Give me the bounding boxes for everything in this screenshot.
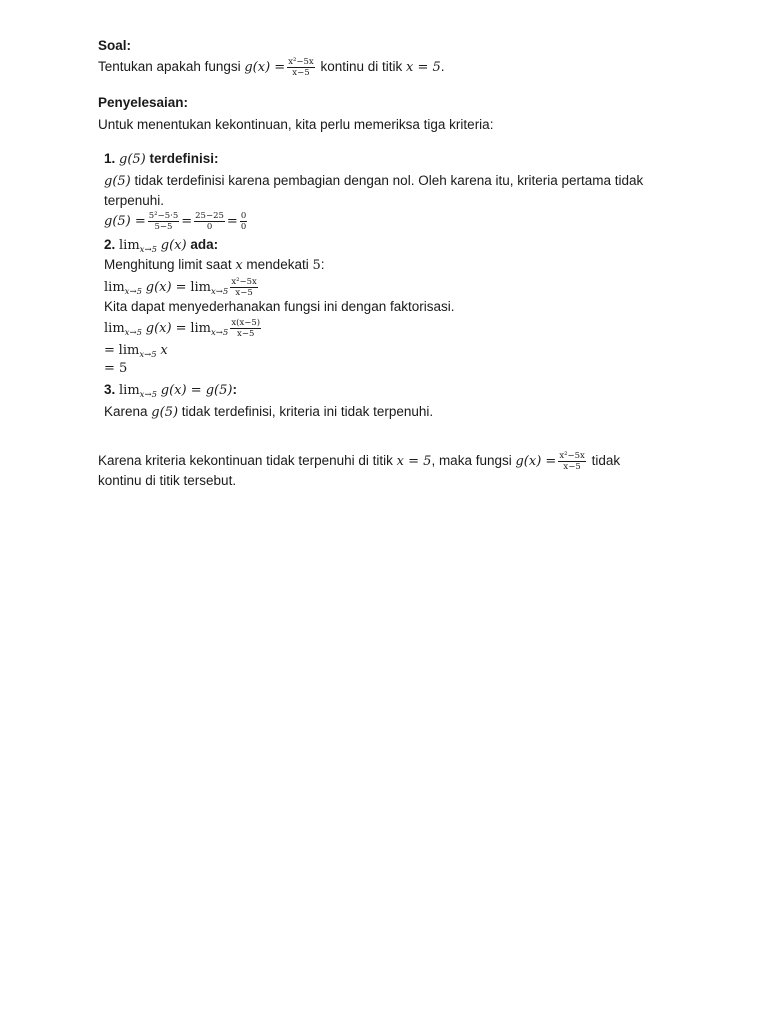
conclusion-fraction-num: x²−5x: [559, 451, 585, 461]
criterion-2-para-1-var: x: [235, 258, 243, 273]
criterion-2-eq2-num: x(x−5): [231, 318, 261, 328]
criterion-1-fraction-1: [148, 211, 179, 232]
question-fraction-numerator: x²−5x: [288, 57, 314, 67]
criterion-1-para-text: tidak terdefinisi karena pembagian dengan nol. Oleh karena itu, kriteria pertama tidak: [130, 173, 644, 188]
criterion-1-fraction-3-num: 0: [240, 211, 247, 221]
criterion-3-paragraph: [104, 403, 433, 422]
criterion-3-lim: lim: [119, 383, 140, 398]
criterion-1-fraction-2-den: 0: [206, 222, 213, 232]
criterion-2-eq2-lim: lim: [104, 321, 125, 337]
conclusion-text2: , maka fungsi: [431, 453, 516, 469]
criterion-1-eq-lhs: g(5) =: [104, 214, 146, 230]
criterion-3-lim-sub: x→5: [139, 390, 157, 400]
question-text: [98, 57, 445, 78]
criterion-1-number: 1.: [104, 151, 120, 166]
conclusion-function: g(x) =: [515, 454, 557, 470]
conclusion-fraction: [558, 451, 586, 472]
criterion-1-math: g(5): [119, 152, 146, 167]
criterion-2-text: ada:: [186, 237, 219, 252]
criterion-2-para-1-end: :: [320, 257, 325, 272]
question-prefix: Tentukan apakah fungsi: [98, 59, 245, 75]
question-end: .: [440, 59, 445, 75]
criterion-2-eq1-sub2: x→5: [211, 287, 229, 298]
criterion-2-paragraph-1: [104, 256, 325, 275]
criterion-2-eq2-sub: x→5: [124, 328, 142, 339]
criterion-2-eq2-fraction: [230, 318, 261, 339]
criterion-1-para-math: g(5): [104, 174, 131, 189]
conclusion-line-1: [98, 451, 620, 472]
criterion-1-fraction-3-den: 0: [240, 222, 247, 232]
conclusion-point: x = 5: [396, 454, 432, 470]
question-function: g(x) =: [244, 60, 286, 76]
question-fraction-denominator: x−5: [292, 68, 310, 78]
criterion-2-number: 2.: [104, 237, 120, 252]
criterion-2-eq1-fraction: [230, 277, 258, 298]
criterion-2-eq2-den: x−5: [237, 329, 255, 339]
criterion-2-equation-2: [104, 318, 263, 342]
criterion-2-lim: lim: [119, 238, 140, 253]
criterion-1-fraction-1-num: 5²−5·5: [148, 211, 179, 221]
criterion-2-eq1-den: x−5: [235, 288, 253, 298]
criterion-2-para-1-text2: mendekati: [242, 257, 313, 272]
criterion-2-eq3-equals: =: [104, 343, 115, 358]
penyelesaian-intro: Untuk menentukan kekontinuan, kita perlu memeriksa tiga kriteria:: [98, 117, 494, 132]
criterion-1-equals-2: =: [226, 214, 238, 230]
soal-heading: Soal:: [98, 38, 132, 53]
conclusion-fraction-den: x−5: [563, 462, 581, 472]
criterion-2-eq2-lim2: lim: [190, 321, 211, 337]
criterion-1-text: terdefinisi:: [145, 151, 219, 166]
criterion-3-para-text: Karena: [104, 404, 152, 419]
question-point: x = 5: [406, 60, 441, 76]
criterion-3-number: 3.: [104, 382, 120, 397]
criterion-2-lim-sub: x→5: [139, 245, 157, 255]
criterion-2-eq1-num: x²−5x: [231, 277, 257, 287]
question-mid: kontinu di titik: [316, 59, 407, 75]
criterion-1-paragraph-line2: terpenuhi.: [104, 193, 165, 208]
criterion-2-para-1-text: Menghitung limit saat: [104, 257, 236, 272]
criterion-1-fraction-2-num: 25−25: [195, 211, 224, 221]
criterion-1-equals-1: =: [181, 214, 193, 230]
criterion-2-eq1-sub: x→5: [124, 287, 142, 298]
criterion-1-label: [104, 150, 219, 169]
criterion-1-fraction-2: [194, 211, 225, 232]
criterion-2-eq3-lim: lim: [118, 343, 140, 358]
criterion-2-eq1-lim: lim: [104, 280, 125, 296]
criterion-1-fraction-1-den: 5−5: [154, 222, 173, 232]
criterion-2-paragraph-2: Kita dapat menyederhanakan fungsi ini dengan faktorisasi.: [104, 299, 455, 314]
conclusion-end: tidak: [587, 453, 621, 469]
criterion-3-end: :: [232, 382, 237, 397]
criterion-2-eq1-fn: g(x) =: [145, 280, 187, 296]
criterion-2-para-1-val: 5: [312, 258, 321, 273]
criterion-1-paragraph-line1: [104, 172, 643, 191]
criterion-2-eq2-fn: g(x) =: [145, 321, 187, 337]
criterion-1-equation: [104, 211, 249, 232]
criterion-3-math: g(x) = g(5): [160, 383, 233, 398]
conclusion-text: Karena kriteria kekontinuan tidak terpenuhi di titik: [98, 453, 397, 469]
criterion-3-para-text2: tidak terdefinisi, kriteria ini tidak terpenuhi.: [178, 404, 434, 419]
question-fraction: [287, 57, 315, 78]
criterion-2-fn: g(x): [160, 238, 187, 253]
criterion-3-para-math: g(5): [151, 405, 179, 420]
criterion-2-eq2-sub2: x→5: [211, 328, 229, 339]
criterion-3-label: [104, 381, 237, 404]
criterion-2-eq3-var: x: [160, 343, 168, 358]
criterion-2-eq1-lim2: lim: [190, 280, 211, 296]
penyelesaian-heading: Penyelesaian:: [98, 95, 189, 110]
criterion-2-equation-4: = 5: [104, 361, 128, 376]
criterion-2-eq3-sub: x→5: [139, 350, 157, 360]
conclusion-line-2: kontinu di titik tersebut.: [98, 473, 237, 488]
criterion-1-fraction-3: [240, 211, 247, 232]
